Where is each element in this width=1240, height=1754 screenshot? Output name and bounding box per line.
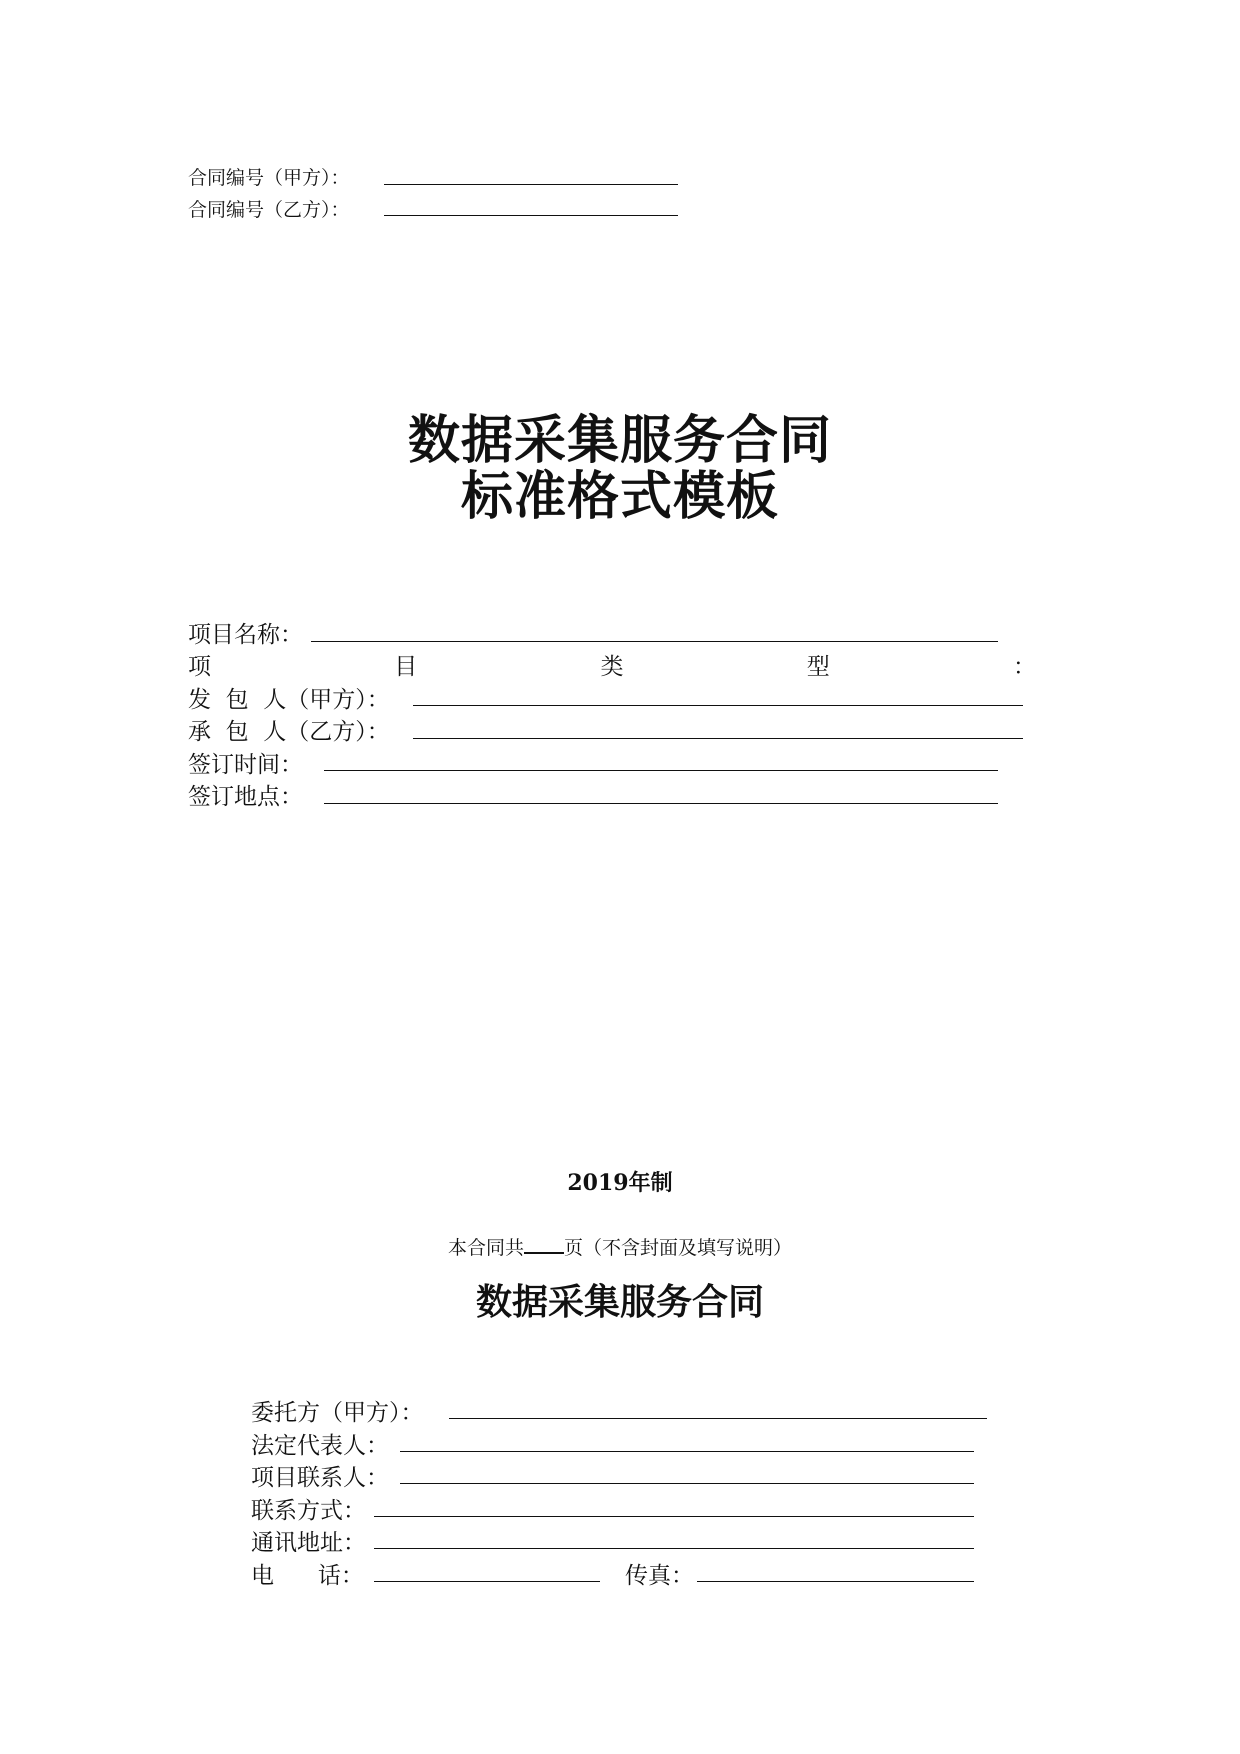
contract-number-party-a-label: 合同编号（甲方）： xyxy=(188,167,350,189)
undertaker-label: 承 包 人（乙方）： xyxy=(188,719,390,745)
contractor-label: 发 包 人（甲方）： xyxy=(188,687,390,713)
contractor-field[interactable] xyxy=(413,705,1023,706)
page-note xyxy=(0,1233,1240,1260)
client-label: 委托方（甲方）： xyxy=(251,1400,424,1426)
fax-label: 传真： xyxy=(625,1563,694,1589)
undertaker-field[interactable] xyxy=(413,738,1023,739)
project-type-char: 目 xyxy=(394,654,418,680)
contract-title: 数据采集服务合同 xyxy=(475,1282,764,1323)
phone-field[interactable] xyxy=(374,1581,600,1582)
address-field[interactable] xyxy=(374,1548,974,1549)
sign-place-label: 签订地点： xyxy=(188,784,303,810)
project-type-char: 项 xyxy=(188,654,211,680)
sign-place-field[interactable] xyxy=(324,803,998,804)
contract-number-party-b-field[interactable] xyxy=(384,215,678,216)
fax-field[interactable] xyxy=(697,1581,974,1582)
page-note-suffix: 页（不含封面及填写说明） xyxy=(564,1237,793,1259)
address-label: 通讯地址： xyxy=(251,1530,366,1556)
project-name-label: 项目名称： xyxy=(188,622,303,648)
year-made: 2019年制 xyxy=(567,1170,673,1196)
project-type-label xyxy=(188,648,1036,681)
project-type-char: ： xyxy=(1013,654,1036,680)
project-contact-field[interactable] xyxy=(400,1483,974,1484)
legal-rep-field[interactable] xyxy=(400,1451,974,1452)
cover-title-line1: 数据采集服务合同 xyxy=(407,411,832,471)
legal-rep-label: 法定代表人： xyxy=(251,1433,389,1459)
contract-number-party-b-label: 合同编号（乙方）： xyxy=(188,199,350,221)
sign-time-label: 签订时间： xyxy=(188,752,303,778)
project-contact-label: 项目联系人： xyxy=(251,1465,389,1491)
project-type-char: 型 xyxy=(806,654,830,680)
contact-method-field[interactable] xyxy=(374,1516,974,1517)
phone-label: 电 话： xyxy=(251,1563,364,1589)
contract-number-party-a-field[interactable] xyxy=(384,184,678,185)
project-name-field[interactable] xyxy=(311,641,998,642)
sign-time-field[interactable] xyxy=(324,770,998,771)
page-note-prefix: 本合同共 xyxy=(447,1237,524,1259)
project-type-char: 类 xyxy=(600,654,624,680)
cover-title-line2: 标准格式模板 xyxy=(460,467,779,527)
contact-method-label: 联系方式： xyxy=(251,1498,366,1524)
page-count-field[interactable] xyxy=(524,1234,564,1254)
client-field[interactable] xyxy=(449,1418,987,1419)
